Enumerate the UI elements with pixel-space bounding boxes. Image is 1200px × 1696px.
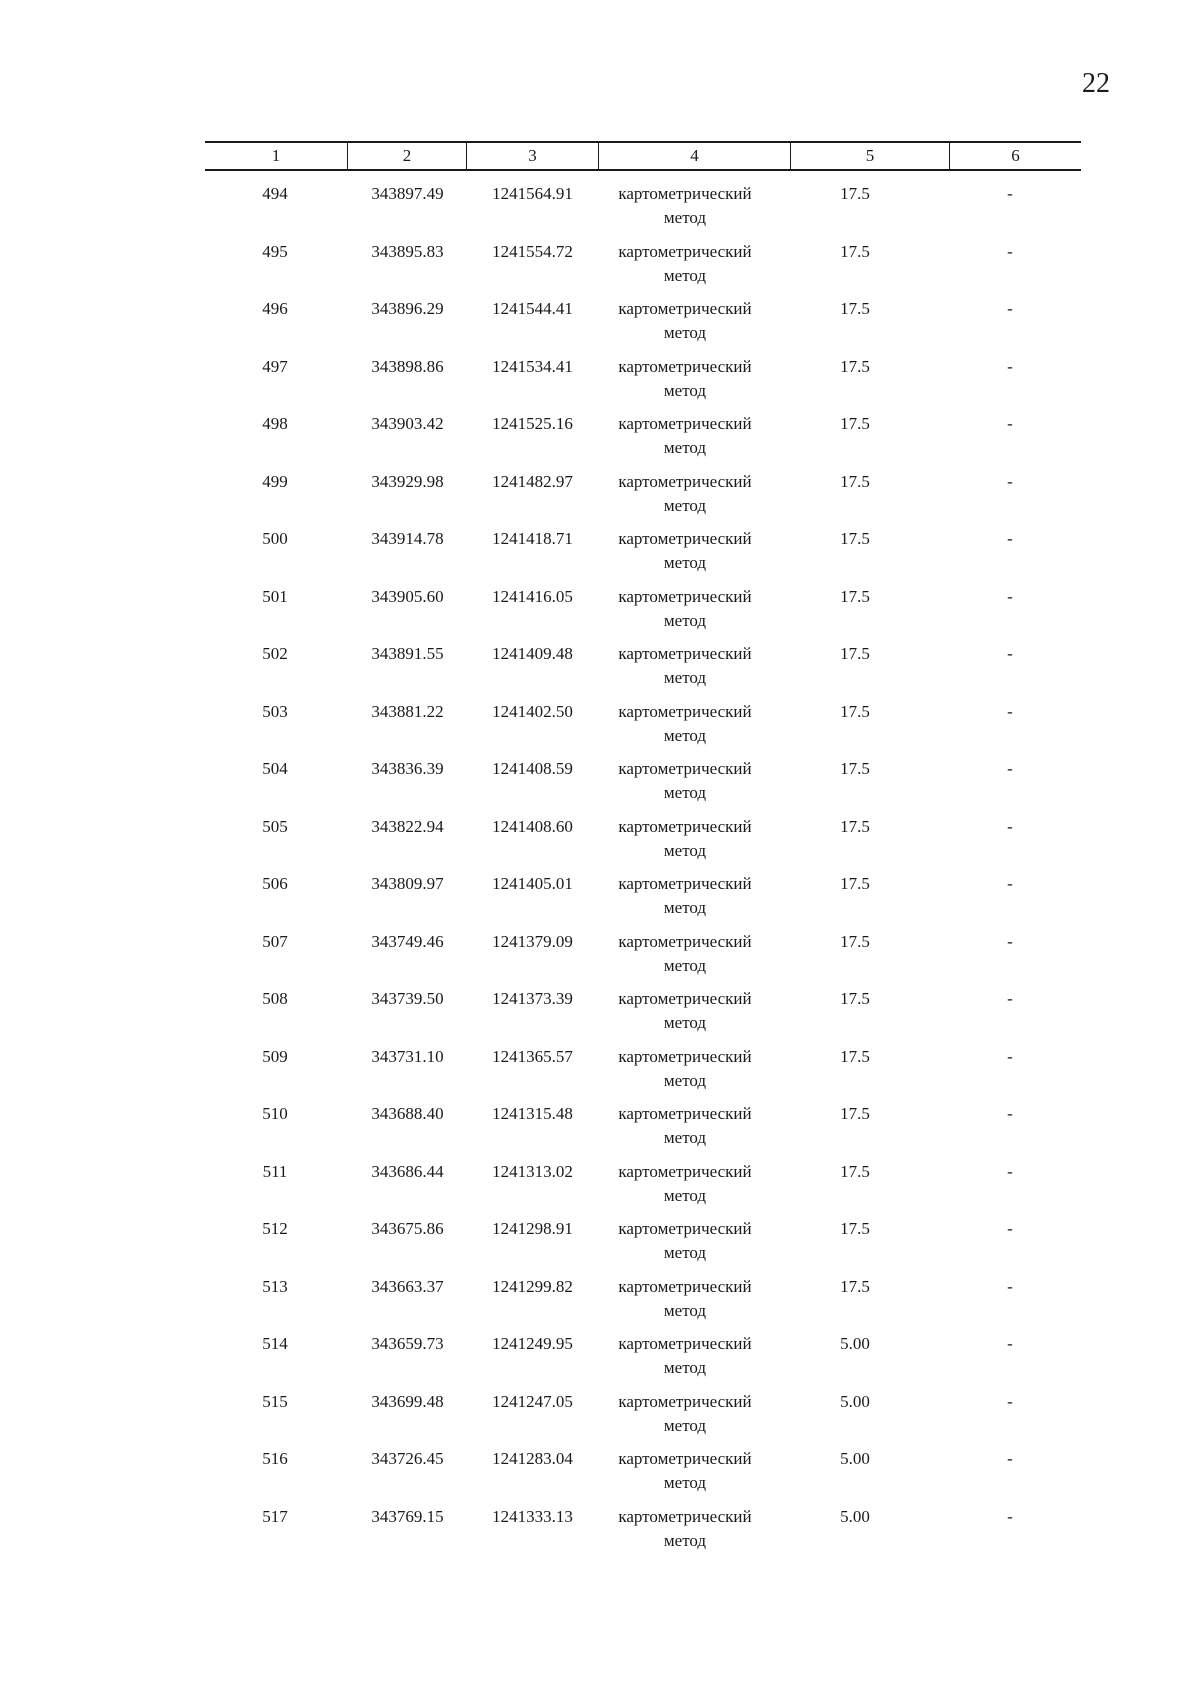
- method-line-1: картометрический: [618, 701, 752, 721]
- note-dash: -: [1007, 1104, 1013, 1123]
- method-description: [590, 182, 780, 230]
- method-line-2: метод: [663, 1415, 707, 1435]
- method-description: [590, 1160, 780, 1208]
- method-line-1: картометрический: [618, 241, 752, 261]
- coordinate-x: 343914.78: [371, 529, 444, 548]
- accuracy-value: 17.5: [840, 701, 870, 721]
- method-line-2: метод: [663, 668, 707, 687]
- point-number: 506: [262, 874, 288, 893]
- method-line-1: картометрический: [618, 1219, 752, 1238]
- table-row: [0, 1447, 1200, 1505]
- method-line-1: картометрический: [618, 1449, 752, 1468]
- accuracy-value: 17.5: [840, 586, 870, 606]
- method-description: [590, 757, 780, 805]
- point-number: 502: [262, 644, 288, 663]
- coordinate-y: 1241249.95: [492, 1334, 573, 1353]
- coordinate-y: 1241534.41: [492, 356, 573, 376]
- table-row: [0, 1275, 1200, 1333]
- note-dash: -: [1007, 184, 1013, 203]
- coordinate-y: 1241298.91: [492, 1219, 573, 1238]
- method-line-1: картометрический: [618, 471, 752, 491]
- method-line-1: картометрический: [618, 931, 752, 951]
- coordinate-y: 1241247.05: [492, 1391, 573, 1411]
- note-dash: -: [1007, 586, 1013, 606]
- method-line-1: картометрический: [618, 644, 752, 663]
- method-line-2: метод: [663, 1300, 707, 1320]
- table-row: [0, 240, 1200, 298]
- coordinate-x: 343675.86: [371, 1219, 444, 1238]
- note-dash: -: [1007, 241, 1013, 261]
- accuracy-value: 17.5: [840, 1104, 870, 1123]
- method-line-2: метод: [663, 783, 707, 802]
- accuracy-value: 17.5: [840, 1219, 870, 1238]
- method-line-2: метод: [663, 1128, 707, 1147]
- point-number: 513: [262, 1276, 288, 1296]
- header-col-3: 3: [528, 146, 537, 165]
- method-line-1: картометрический: [618, 1334, 752, 1353]
- method-line-2: метод: [663, 1530, 707, 1550]
- table-body: [0, 182, 1200, 1562]
- accuracy-value: 17.5: [840, 529, 870, 548]
- method-line-2: метод: [663, 955, 707, 975]
- coordinate-x: 343822.94: [371, 816, 444, 836]
- note-dash: -: [1007, 1334, 1013, 1353]
- table-row: [0, 1217, 1200, 1275]
- point-number: 503: [262, 701, 288, 721]
- method-line-2: метод: [663, 1070, 707, 1090]
- point-number: 499: [262, 471, 288, 491]
- point-number: 509: [262, 1046, 288, 1066]
- accuracy-value: 17.5: [840, 759, 870, 778]
- coordinate-x: 343809.97: [371, 874, 444, 893]
- coordinate-y: 1241299.82: [492, 1276, 573, 1296]
- table-row: [0, 872, 1200, 930]
- method-line-1: картометрический: [618, 184, 752, 203]
- note-dash: -: [1007, 1219, 1013, 1238]
- table-row: [0, 527, 1200, 585]
- coordinate-x: 343659.73: [371, 1334, 444, 1353]
- method-line-2: метод: [663, 208, 707, 227]
- point-number: 498: [262, 414, 288, 433]
- accuracy-value: 17.5: [840, 299, 870, 318]
- point-number: 516: [262, 1449, 288, 1468]
- point-number: 517: [262, 1506, 288, 1526]
- method-line-2: метод: [663, 898, 707, 917]
- table-row: [0, 1045, 1200, 1103]
- method-description: [590, 355, 780, 403]
- method-line-2: метод: [663, 265, 707, 285]
- table-row: [0, 930, 1200, 988]
- method-line-2: метод: [663, 1473, 707, 1492]
- note-dash: -: [1007, 874, 1013, 893]
- coordinate-x: 343663.37: [371, 1276, 444, 1296]
- method-description: [590, 412, 780, 460]
- method-line-2: метод: [663, 380, 707, 400]
- note-dash: -: [1007, 816, 1013, 836]
- coordinate-y: 1241315.48: [492, 1104, 573, 1123]
- method-line-1: картометрический: [618, 989, 752, 1008]
- method-line-2: метод: [663, 323, 707, 342]
- method-description: [590, 1045, 780, 1093]
- coordinate-y: 1241379.09: [492, 931, 573, 951]
- method-line-1: картометрический: [618, 1104, 752, 1123]
- method-description: [590, 987, 780, 1035]
- note-dash: -: [1007, 1161, 1013, 1181]
- note-dash: -: [1007, 1391, 1013, 1411]
- coordinate-y: 1241405.01: [492, 874, 573, 893]
- note-dash: -: [1007, 989, 1013, 1008]
- method-line-2: метод: [663, 1013, 707, 1032]
- accuracy-value: 17.5: [840, 816, 870, 836]
- header-col-6: 6: [1011, 146, 1020, 165]
- point-number: 505: [262, 816, 288, 836]
- coordinate-x: 343929.98: [371, 471, 444, 491]
- method-line-1: картометрический: [618, 1161, 752, 1181]
- accuracy-value: 17.5: [840, 989, 870, 1008]
- table-row: [0, 757, 1200, 815]
- point-number: 515: [262, 1391, 288, 1411]
- point-number: 512: [262, 1219, 288, 1238]
- method-description: [590, 700, 780, 748]
- method-description: [590, 1217, 780, 1265]
- method-description: [590, 642, 780, 690]
- method-description: [590, 240, 780, 288]
- method-description: [590, 1447, 780, 1495]
- method-line-1: картометрический: [618, 1046, 752, 1066]
- coordinate-x: 343731.10: [371, 1046, 444, 1066]
- note-dash: -: [1007, 471, 1013, 491]
- coordinate-y: 1241313.02: [492, 1161, 573, 1181]
- table-row: [0, 1505, 1200, 1563]
- accuracy-value: 17.5: [840, 931, 870, 951]
- coordinate-x: 343891.55: [371, 644, 444, 663]
- method-description: [590, 815, 780, 863]
- header-col-5: 5: [865, 146, 875, 165]
- method-line-1: картометрический: [618, 1506, 752, 1526]
- point-number: 496: [262, 299, 288, 318]
- accuracy-value: 17.5: [840, 184, 870, 203]
- accuracy-value: 17.5: [840, 241, 870, 261]
- note-dash: -: [1007, 644, 1013, 663]
- accuracy-value: 5.00: [840, 1449, 870, 1468]
- header-col-4: 4: [690, 146, 699, 165]
- method-line-1: картометрический: [618, 299, 752, 318]
- point-number: 507: [262, 931, 288, 951]
- coordinate-y: 1241408.59: [492, 759, 573, 778]
- table-row: [0, 1332, 1200, 1390]
- header-col-2: 2: [402, 146, 412, 165]
- table-row: [0, 815, 1200, 873]
- table-row: [0, 470, 1200, 528]
- accuracy-value: 17.5: [840, 644, 870, 663]
- point-number: 495: [262, 241, 288, 261]
- point-number: 500: [262, 529, 288, 548]
- note-dash: -: [1007, 759, 1013, 778]
- accuracy-value: 17.5: [840, 1276, 870, 1296]
- table-row: [0, 700, 1200, 758]
- method-line-2: метод: [663, 1185, 707, 1205]
- coordinate-x: 343686.44: [371, 1161, 444, 1181]
- accuracy-value: 17.5: [840, 1161, 870, 1181]
- method-line-2: метод: [663, 495, 707, 515]
- point-number: 504: [262, 759, 288, 778]
- coordinate-x: 343905.60: [371, 586, 444, 606]
- coordinate-x: 343896.29: [371, 299, 444, 318]
- coordinate-y: 1241409.48: [492, 644, 573, 663]
- table-row: [0, 987, 1200, 1045]
- method-description: [590, 470, 780, 518]
- note-dash: -: [1007, 529, 1013, 548]
- method-line-1: картометрический: [618, 529, 752, 548]
- method-description: [590, 1390, 780, 1438]
- table-row: [0, 1160, 1200, 1218]
- coordinate-y: 1241482.97: [492, 471, 573, 491]
- table-row: [0, 412, 1200, 470]
- accuracy-value: 5.00: [840, 1506, 870, 1526]
- method-line-2: метод: [663, 438, 707, 457]
- coordinate-y: 1241418.71: [492, 529, 573, 548]
- note-dash: -: [1007, 1046, 1013, 1066]
- method-line-1: картометрический: [618, 1391, 752, 1411]
- accuracy-value: 17.5: [840, 874, 870, 893]
- coordinate-y: 1241402.50: [492, 701, 573, 721]
- page-number: 22: [1082, 68, 1110, 99]
- point-number: 510: [262, 1104, 288, 1123]
- accuracy-value: 17.5: [840, 414, 870, 433]
- point-number: 497: [262, 356, 288, 376]
- table-row: [0, 585, 1200, 643]
- method-description: [590, 1332, 780, 1380]
- method-description: [590, 585, 780, 633]
- method-line-1: картометрический: [618, 356, 752, 376]
- coordinate-x: 343881.22: [371, 701, 444, 721]
- coordinate-x: 343895.83: [371, 241, 444, 261]
- point-number: 508: [262, 989, 288, 1008]
- method-description: [590, 1275, 780, 1323]
- method-line-2: метод: [663, 725, 707, 745]
- method-description: [590, 1505, 780, 1553]
- accuracy-value: 5.00: [840, 1391, 870, 1411]
- note-dash: -: [1007, 1506, 1013, 1526]
- method-line-2: метод: [663, 840, 707, 860]
- coordinate-y: 1241544.41: [492, 299, 573, 318]
- note-dash: -: [1007, 356, 1013, 376]
- table-row: [0, 1390, 1200, 1448]
- coordinate-x: 343898.86: [371, 356, 444, 376]
- method-description: [590, 872, 780, 920]
- note-dash: -: [1007, 1276, 1013, 1296]
- coordinate-y: 1241408.60: [492, 816, 573, 836]
- table-row: [0, 642, 1200, 700]
- method-line-1: картометрический: [618, 759, 752, 778]
- method-line-2: метод: [663, 553, 707, 572]
- coordinate-x: 343836.39: [371, 759, 444, 778]
- table-row: [0, 182, 1200, 240]
- point-number: 514: [262, 1334, 288, 1353]
- point-number: 494: [262, 184, 288, 203]
- table-row: [0, 355, 1200, 413]
- method-description: [590, 930, 780, 978]
- coordinate-y: 1241365.57: [492, 1046, 573, 1066]
- coordinate-y: 1241564.91: [492, 184, 573, 203]
- method-line-1: картометрический: [618, 816, 752, 836]
- note-dash: -: [1007, 931, 1013, 951]
- note-dash: -: [1007, 414, 1013, 433]
- method-description: [590, 297, 780, 345]
- coordinate-x: 343739.50: [371, 989, 444, 1008]
- accuracy-value: 5.00: [840, 1334, 870, 1353]
- header-col-1: 1: [271, 146, 281, 165]
- accuracy-value: 17.5: [840, 1046, 870, 1066]
- coordinate-y: 1241416.05: [492, 586, 573, 606]
- note-dash: -: [1007, 299, 1013, 318]
- coordinate-y: 1241373.39: [492, 989, 573, 1008]
- accuracy-value: 17.5: [840, 471, 870, 491]
- note-dash: -: [1007, 701, 1013, 721]
- table-header: [205, 141, 1081, 171]
- coordinate-y: 1241333.13: [492, 1506, 573, 1526]
- method-line-1: картометрический: [618, 586, 752, 606]
- note-dash: -: [1007, 1449, 1013, 1468]
- coordinate-x: 343688.40: [371, 1104, 444, 1123]
- coordinate-y: 1241525.16: [492, 414, 573, 433]
- coordinate-x: 343769.15: [371, 1506, 444, 1526]
- method-line-1: картометрический: [618, 414, 752, 433]
- method-line-2: метод: [663, 1358, 707, 1377]
- table-row: [0, 297, 1200, 355]
- coordinate-x: 343699.48: [371, 1391, 444, 1411]
- table-row: [0, 1102, 1200, 1160]
- method-line-2: метод: [663, 610, 707, 630]
- coordinate-x: 343903.42: [371, 414, 444, 433]
- coordinate-x: 343749.46: [371, 931, 444, 951]
- coordinate-y: 1241283.04: [492, 1449, 573, 1468]
- coordinate-y: 1241554.72: [492, 241, 573, 261]
- method-description: [590, 527, 780, 575]
- point-number: 501: [262, 586, 288, 606]
- method-description: [590, 1102, 780, 1150]
- coordinate-x: 343897.49: [371, 184, 444, 203]
- point-number: 511: [262, 1161, 288, 1181]
- method-line-1: картометрический: [618, 874, 752, 893]
- coordinate-x: 343726.45: [371, 1449, 444, 1468]
- method-line-1: картометрический: [618, 1276, 752, 1296]
- accuracy-value: 17.5: [840, 356, 870, 376]
- method-line-2: метод: [663, 1243, 707, 1262]
